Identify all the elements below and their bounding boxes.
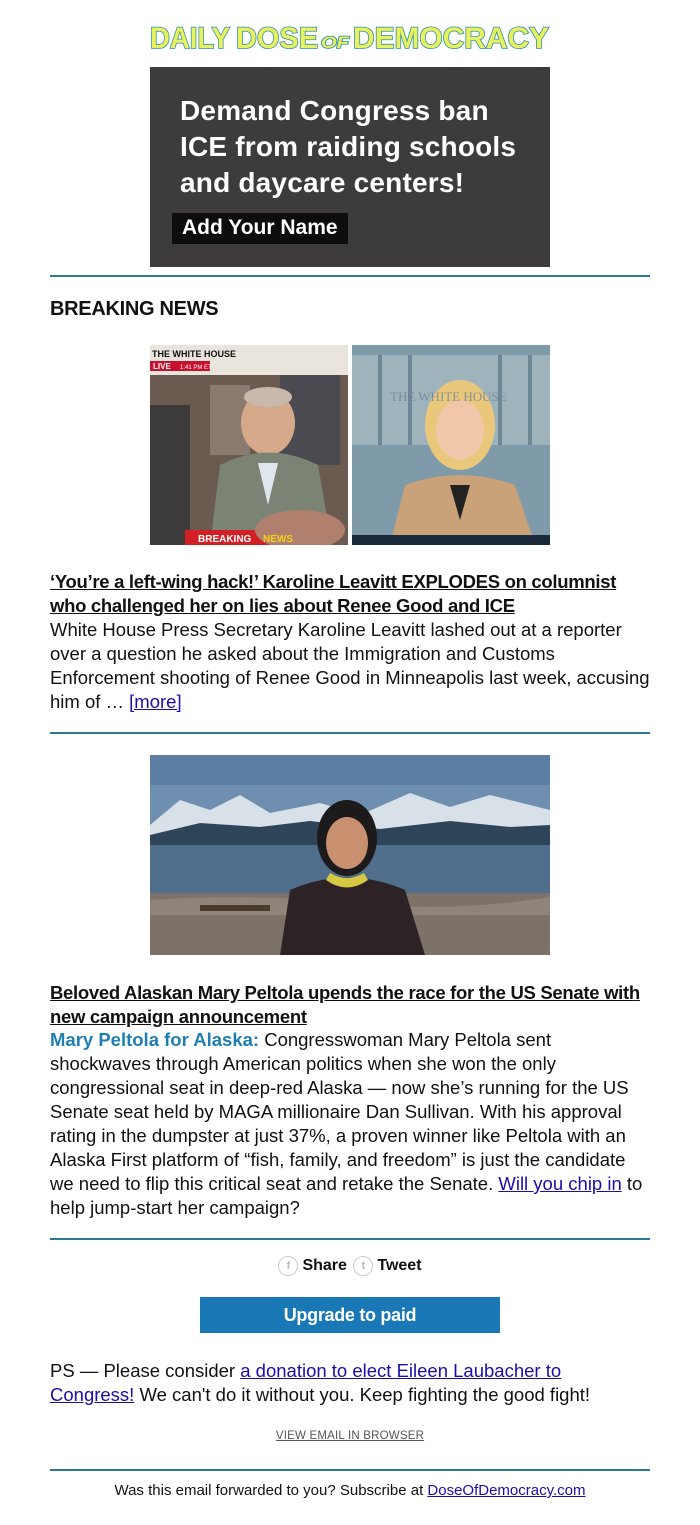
logo-word-daily: DAILY	[150, 22, 230, 55]
subscribe-link[interactable]: DoseOfDemocracy.com	[427, 1482, 586, 1499]
logo-word-dose: DOSE	[236, 22, 318, 55]
logo[interactable]	[150, 18, 550, 56]
article-1-body	[50, 618, 650, 714]
article-2-lead: Mary Peltola for Alaska:	[50, 1029, 260, 1050]
logo-word-democracy: DEMOCRACY	[353, 22, 549, 55]
image-ticker-news: NEWS	[263, 534, 293, 545]
read-more-link[interactable]: [more]	[129, 691, 182, 712]
article-1-image[interactable]	[150, 345, 550, 545]
ps-paragraph	[50, 1359, 650, 1407]
twitter-icon: t	[353, 1256, 373, 1276]
donation-link[interactable]: a donation to elect Eileen Laubacher to Congress!	[50, 1360, 562, 1405]
petition-banner[interactable]	[150, 67, 550, 267]
image-time-label: 1:41 PM ET	[180, 365, 212, 371]
image-backdrop-label: THE WHITE HOUSE	[390, 389, 507, 404]
facebook-icon: f	[278, 1256, 298, 1276]
article-1-summary: White House Press Secretary Karoline Leavitt lashed out at a reporter over a question he asked about the Immigration and Customs Enforcement shooting of Renee Good in Minneapolis last week, accusing him of …	[50, 619, 650, 712]
banner-headline: Demand Congress ban ICE from raiding schools and daycare centers!	[180, 95, 517, 198]
article-1-title[interactable]: ‘You’re a left-wing hack!’ Karoline Leavitt EXPLODES on columnist who challenged her on lies about Renee Good and ICE	[50, 571, 617, 616]
divider	[50, 275, 650, 277]
ps-prefix: PS — Please consider	[50, 1360, 241, 1381]
article-2-tail: to help jump-start her campaign?	[50, 1173, 643, 1218]
article-2-image[interactable]	[150, 755, 550, 955]
article-2-body	[50, 1028, 650, 1220]
footer-text: Was this email forwarded to you? Subscribe at	[114, 1482, 428, 1499]
share-label: Share	[302, 1257, 347, 1274]
image-ticker-breaking: BREAKING	[198, 534, 252, 545]
article-2-text: Congresswoman Mary Peltola sent shockwaves through American politics when she won the only congressional seat in deep-red Alaska — now she’s running for the US Senate seat held by MAGA millionaire Dan Sullivan. With his approval rating in the dumpster at just 37%, a proven winner like Peltola with an Alaska First platform of “fish, family, and freedom” is just the candidate we need to flip this critical seat and retake the Senate.	[50, 1029, 629, 1194]
share-row	[0, 1256, 700, 1276]
ps-suffix: We can't do it without you. Keep fighting the good fight!	[134, 1384, 591, 1405]
divider	[50, 732, 650, 734]
share-button[interactable]	[278, 1256, 346, 1276]
chip-in-link[interactable]: Will you chip in	[498, 1173, 622, 1194]
footer	[0, 1482, 700, 1499]
view-in-browser-link[interactable]: VIEW EMAIL IN BROWSER	[275, 1430, 425, 1442]
logo-word-of: OF	[321, 33, 350, 52]
divider	[50, 1469, 650, 1471]
section-heading: BREAKING NEWS	[50, 298, 219, 320]
image-network-label: THE WHITE HOUSE	[152, 349, 237, 359]
image-live-label: LIVE	[153, 362, 171, 371]
divider	[50, 1238, 650, 1240]
tweet-button[interactable]	[353, 1256, 421, 1276]
article-2-title[interactable]: Beloved Alaskan Mary Peltola upends the race for the US Senate with new campaign announcement	[50, 982, 640, 1027]
upgrade-to-paid-button[interactable]: Upgrade to paid	[200, 1297, 500, 1333]
add-your-name-button[interactable]: Add Your Name	[172, 213, 348, 244]
tweet-label: Tweet	[377, 1257, 422, 1274]
